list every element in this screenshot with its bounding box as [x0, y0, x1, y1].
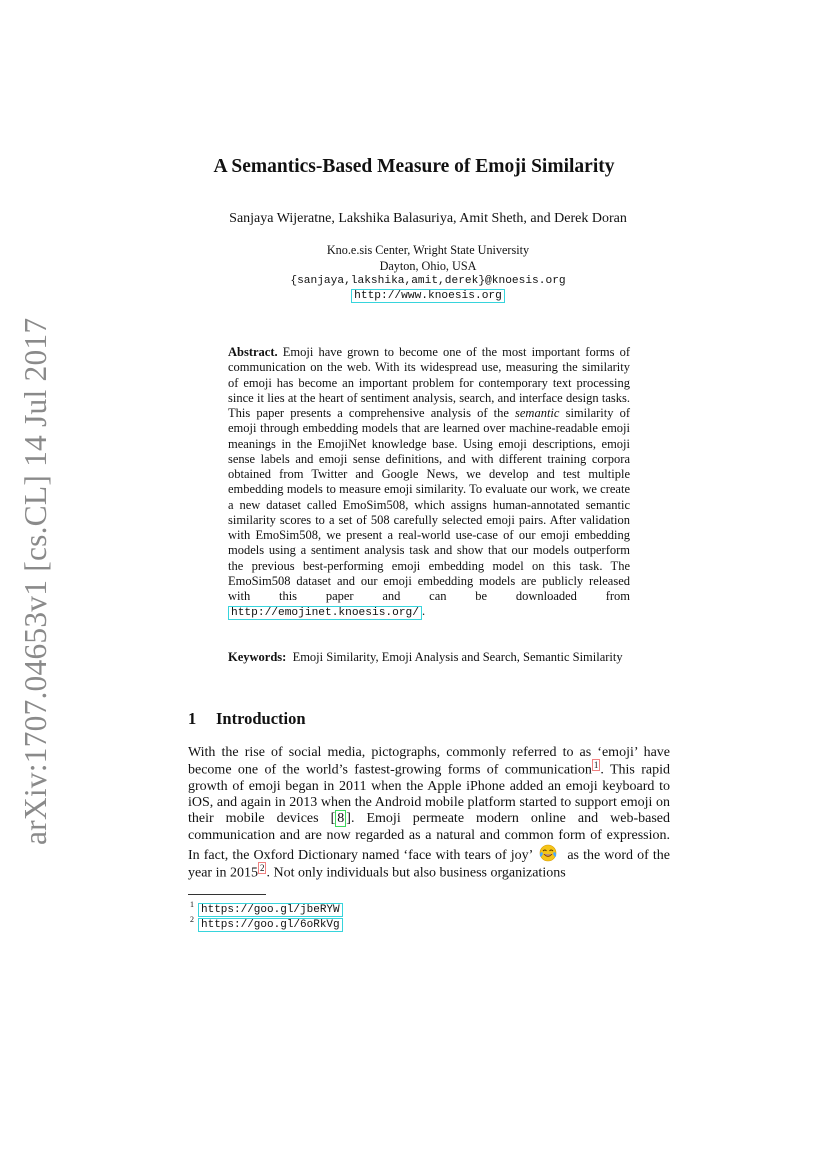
citation-link[interactable]: 8: [337, 811, 345, 827]
section-number: 1: [188, 709, 197, 728]
footnote-ref-1[interactable]: 1: [593, 760, 599, 771]
abstract-emphasis: semantic: [515, 406, 560, 420]
introduction-paragraph: With the rise of social media, pictographs, commonly referred to as ‘emoji’ have become one of the world’s fastest-growing forms of communication $^1$ . This rapid growth of emoji began in 2011 when the Apple iPhone added an emoji keyboard to iOS, and again in 2013 when the Android mobile platform started to support emoji on their mobile devices [ 8 ]. Emoji permeate modern online and web-based communication and are now regarded as a natural and common form of expression. In fact, the Oxford Dictionary named ‘face with tears of joy’ as the word of the year in 2015 $^2$ . Not only individuals but also business organizations: [188, 745, 671, 881]
paper-title: A Semantics-Based Measure of Emoji Similarity: [213, 156, 615, 177]
abstract-text-a: Emoji have grown to become one of the most important forms of communication on the web. With its widespread use, measuring the similarity of emoji has become an important problem for contemporary text processing since it lies at the heart of sentiment analysis, search, and interface design tasks. This paper presents a comprehensive analysis of the: [228, 345, 630, 420]
abstract-label: Abstract.: [228, 345, 278, 359]
website-line: [0, 288, 828, 304]
keywords-label: Keywords:: [228, 650, 287, 664]
footnote-number: 1: [190, 900, 194, 909]
section-title: Introduction: [216, 709, 306, 728]
intro-text-1: With the rise of social media, pictographs, commonly referred to as ‘emoji’ have become one of the world’s fastest-growing forms of communication: [188, 745, 670, 778]
footnote-link[interactable]: https://goo.gl/6oRkVg: [198, 918, 343, 932]
website-link[interactable]: http://www.knoesis.org: [351, 289, 505, 303]
abstract: [228, 345, 630, 622]
dataset-link[interactable]: http://emojinet.knoesis.org/: [228, 606, 422, 620]
footnote-number: 2: [190, 915, 194, 924]
intro-text-3: . Emoji permeate modern online and web-based communication and are now regarded as a natural and common form of expression. In fact, the Oxford Dictionary named ‘face with tears of joy’: [188, 811, 670, 863]
intro-text-5: . Not only individuals but also business organizations: [266, 865, 566, 881]
footnote-2: [190, 913, 343, 932]
intro-text-2: . This rapid growth of emoji began in 2011 when the Apple iPhone added an emoji keyboard to iOS, and again in 2013 when the Android mobile platform started to support emoji on their mobile devices: [188, 762, 671, 827]
author-emails: {sanjaya,lakshika,amit,derek}@knoesis.org: [290, 275, 566, 287]
keywords: [228, 650, 630, 666]
location: Dayton, Ohio, USA: [379, 259, 477, 273]
section-heading: [188, 709, 306, 729]
author-list: Sanjaya Wijeratne, Lakshika Balasuriya, Amit Sheth, and Derek Doran: [229, 211, 627, 226]
keywords-text: Emoji Similarity, Emoji Analysis and Search, Semantic Similarity: [292, 650, 623, 664]
arxiv-identifier: arXiv:1707.04653v1 [cs.CL] 14 Jul 2017: [18, 317, 53, 845]
abstract-end: .: [421, 604, 426, 619]
affiliation: Kno.e.sis Center, Wright State University: [326, 243, 530, 257]
footnote-rule: [188, 894, 266, 895]
abstract-text-b: similarity of emoji through embedding models that are learned over machine-readable emoji meanings in the EmojiNet knowledge base. Using emoji descriptions, emoji sense labels and emoji sense definitions, and with different training corpora obtained from Twitter and Google News, we develop and test multiple embedding models to measure emoji similarity. To evaluate our work, we create a new dataset called EmoSim508, which assigns human-annotated semantic similarity scores to a set of 508 carefully selected emoji pairs. After validation with EmoSim508, we present a real-world use-case of our emoji embedding models using a sentiment analysis task and show that our models outperform the previous best-performing emoji embedding model on this task. The EmoSim508 dataset and our emoji embedding models are publicly released with this paper and can be downloaded from: [228, 406, 631, 603]
footnote-ref-2[interactable]: 2: [259, 863, 265, 874]
footnote-link[interactable]: https://goo.gl/jbeRYW: [198, 903, 343, 917]
intro-text-4: as the word of the year in 2015: [188, 847, 670, 881]
face-with-tears-of-joy-icon: [539, 844, 557, 862]
